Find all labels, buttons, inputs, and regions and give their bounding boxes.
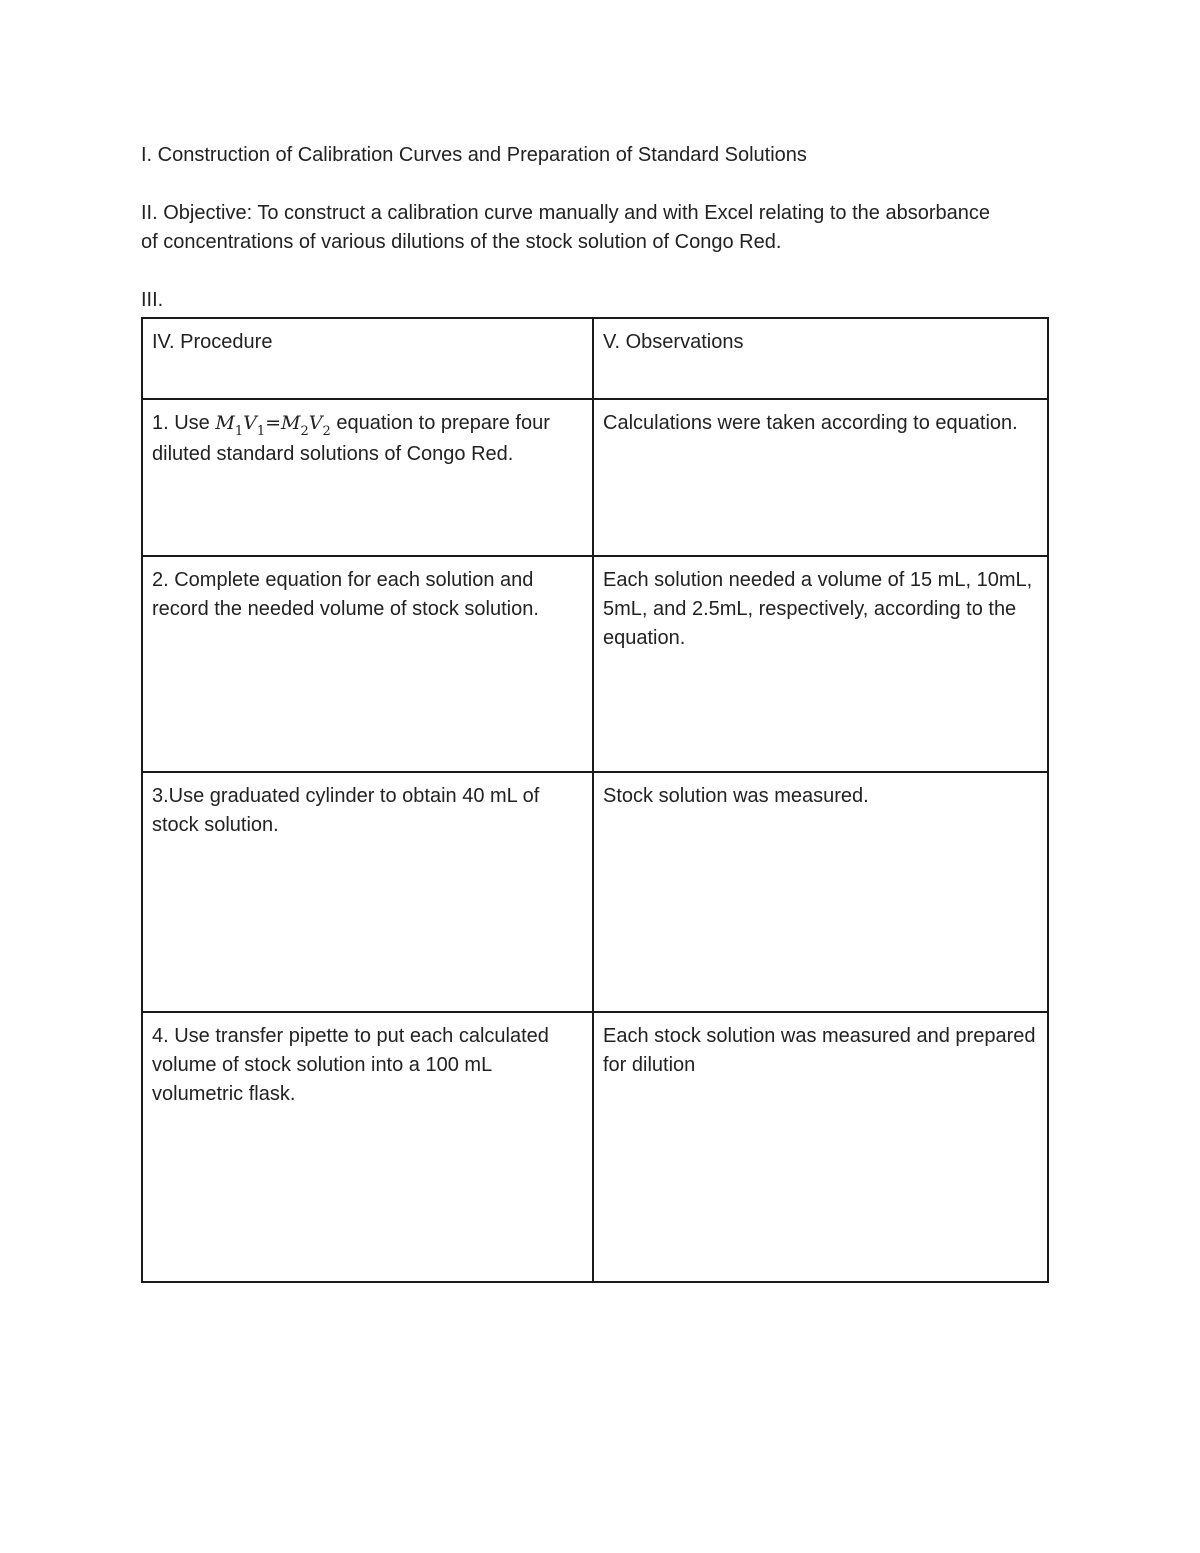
observations-header: V. Observations [593,318,1048,399]
table-row [142,772,1048,1012]
table-row [142,399,1048,556]
procedure-cell: 4. Use transfer pipette to put each calculated volume of stock solution into a 100 mL volumetric flask. [142,1012,593,1282]
document-title: I. Construction of Calibration Curves and Preparation of Standard Solutions [141,144,807,166]
observation-cell: Stock solution was measured. [593,772,1048,1012]
observation-cell: Each solution needed a volume of 15 mL, 10mL, 5mL, and 2.5mL, respectively, according to the equation. [593,556,1048,772]
procedure-observation-table [141,317,1049,1283]
objective-line-2: of concentrations of various dilutions of the stock solution of Congo Red. [141,231,782,253]
procedure-cell: 3.Use graduated cylinder to obtain 40 mL of stock solution. [142,772,593,1012]
procedure-header: IV. Procedure [142,318,593,399]
dilution-equation: $M_1V_1=M_2V_2$ [215,412,331,439]
procedure-cell: 2. Complete equation for each solution and record the needed volume of stock solution. [142,556,593,772]
observation-cell: Calculations were taken according to equation. [593,399,1048,556]
procedure-suffix: equation to prepare four diluted standard solutions of Congo Red. [152,412,550,465]
objective-line-1: II. Objective: To construct a calibration curve manually and with Excel relating to the absorbance [141,202,990,224]
table-row [142,1012,1048,1282]
table-header-row [142,318,1048,399]
observation-cell: Each stock solution was measured and prepared for dilution [593,1012,1048,1282]
objective-paragraph [141,199,990,257]
section-three-heading: III. [141,289,164,311]
procedure-cell [142,399,593,556]
table-row [142,556,1048,772]
procedure-prefix: 1. Use [152,412,216,434]
